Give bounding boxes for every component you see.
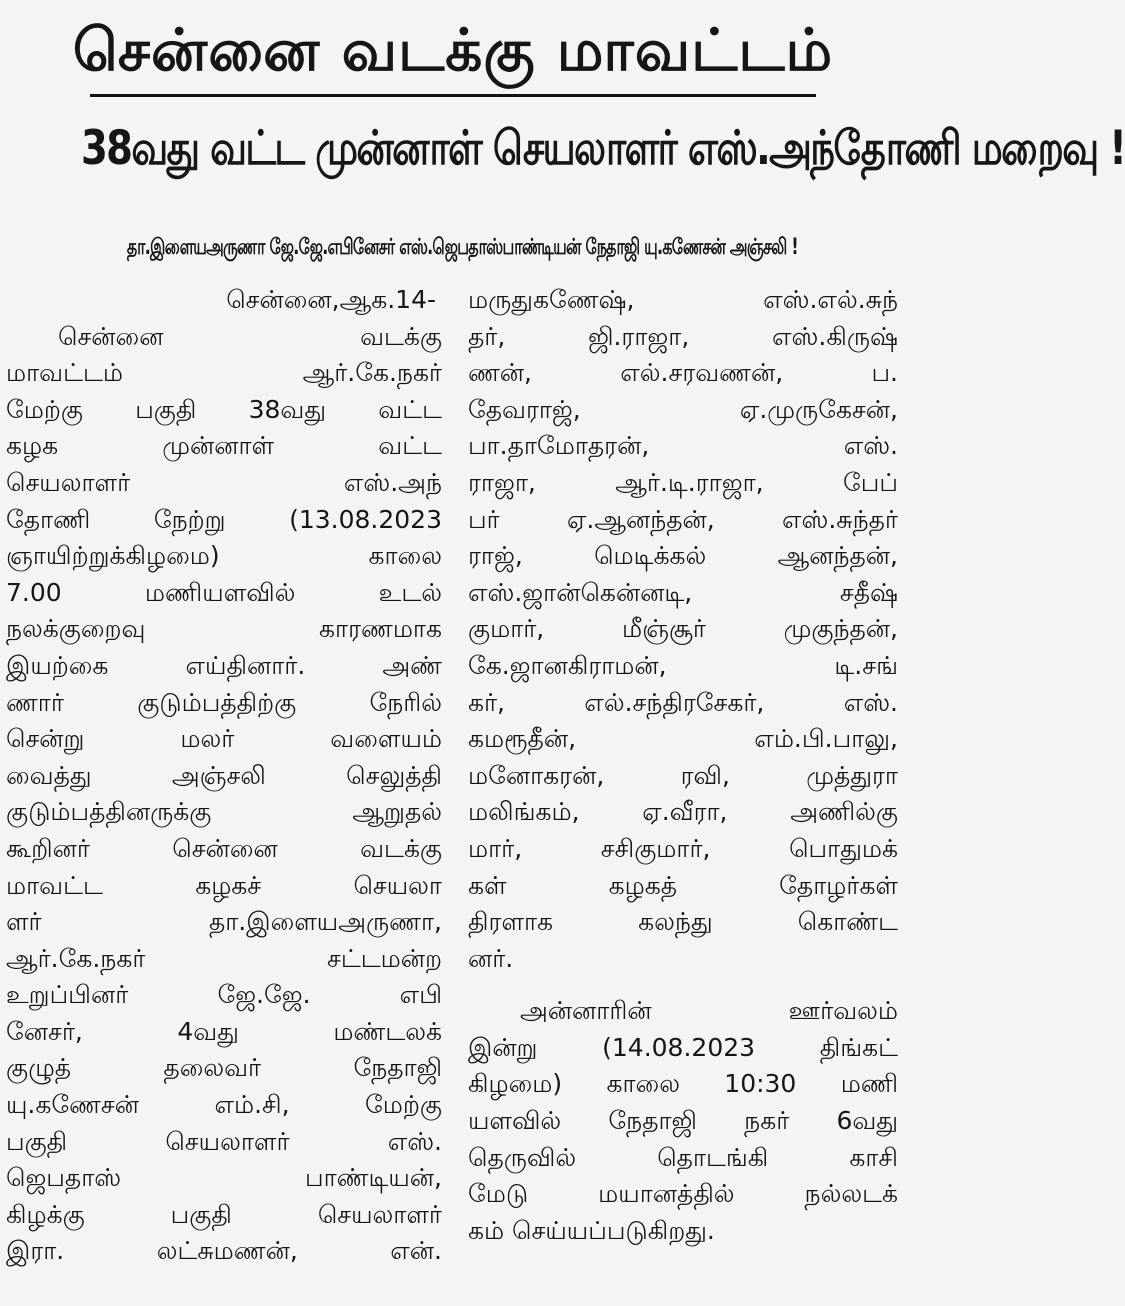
article-line: கமரூதீன், எம்.பி.பாலு, <box>468 724 898 754</box>
article-line: கழக முன்னாள் வட்ட <box>6 431 442 461</box>
article-line: கே.ஜானகிராமன், டி.சங் <box>468 650 898 680</box>
article-line: கம் செய்யப்படுகிறது. <box>468 1215 715 1245</box>
article-line: எஸ்.ஜான்கென்னடி, சதீஷ் <box>468 577 898 607</box>
headline-rule <box>90 94 816 97</box>
dateline: சென்னை,ஆக.14- <box>226 285 436 314</box>
article-line: அன்னாரின் ஊர்வலம் <box>520 996 898 1026</box>
article-line: ணார் குடும்பத்திற்கு நேரில் <box>6 687 442 717</box>
article-line: கிழமை) காலை 10:30 மணி <box>468 1069 898 1099</box>
article-line: இன்று (14.08.2023 திங்கட் <box>468 1032 898 1062</box>
article-line: ஜெபதாஸ் பாண்டியன், <box>6 1163 442 1193</box>
article-line: கர், எல்.சந்திரசேகர், எஸ். <box>468 687 898 717</box>
article-line: 7.00 மணியளவில் உடல் <box>6 577 442 607</box>
article-line: மேற்கு பகுதி 38வது வட்ட <box>6 394 442 424</box>
article-line: இயற்கை எய்தினார். அண் <box>6 650 442 680</box>
article-line: திரளாக கலந்து கொண்ட <box>468 907 898 937</box>
article-line: சென்று மலர் வளையம் <box>6 724 442 754</box>
article-line: ராஜ், மெடிக்கல் ஆனந்தன், <box>468 541 898 571</box>
article-line: மருதுகணேஷ், எஸ்.எல்.சுந் <box>468 285 898 314</box>
article-line: மாவட்ட கழகச் செயலா <box>6 870 442 900</box>
article-line: குழுத் தலைவர் நேதாஜி <box>6 1053 442 1083</box>
article-line: தோணி நேற்று (13.08.2023 <box>6 504 442 534</box>
article-line: ளர் தா.இளையஅருணா, <box>6 907 442 937</box>
article-line: யு.கணேசன் எம்.சி, மேற்கு <box>6 1090 442 1120</box>
article-line: தர், ஜி.ராஜா, எஸ்.கிருஷ் <box>468 321 898 351</box>
article-line: சென்னை வடக்கு <box>58 321 442 351</box>
paragraph-gap <box>468 977 898 993</box>
article-line: கிழக்கு பகுதி செயலாளர் <box>6 1199 442 1229</box>
article-line: னேசர், 4வது மண்டலக் <box>6 1016 442 1046</box>
article-line: கள் கழகத் தோழர்கள் <box>468 870 898 900</box>
article-line: இரா. லட்சுமணன், என். <box>6 1236 442 1266</box>
article-line: பா.தாமோதரன், எஸ். <box>468 431 898 461</box>
article-line: னர். <box>468 943 514 973</box>
article-line: கூறினர் சென்னை வடக்கு <box>6 833 442 863</box>
subheadline: தா.இளையஅருணா ஜே.ஜே.எபினேசர் எஸ்.ஜெபதாஸ்பாண்டியன் நேதாஜி யு.கணேசன் அஞ்சலி ! <box>126 235 798 260</box>
article-line: தெருவில் தொடங்கி காசி <box>468 1142 898 1172</box>
article-line: குடும்பத்தினருக்கு ஆறுதல் <box>6 797 442 827</box>
article-line: மனோகரன், ரவி, முத்துரா <box>468 760 898 790</box>
article-line: ஞாயிற்றுக்கிழமை) காலை <box>6 541 442 571</box>
article-line: தேவராஜ், ஏ.முருகேசன், <box>468 394 898 424</box>
article-line: பர் ஏ.ஆனந்தன், எஸ்.சுந்தர் <box>468 504 898 534</box>
article-line: மார், சசிகுமார், பொதுமக் <box>468 833 898 863</box>
article-line: ராஜா, ஆர்.டி.ராஜா, பேப் <box>468 467 898 497</box>
headline: 38வது வட்ட முன்னாள் செயலாளர் எஸ்.அந்தோணி மறைவு ! <box>81 121 1125 176</box>
article-line: உறுப்பினர் ஜே.ஜே. எபி <box>6 980 442 1010</box>
article-column-right <box>468 282 898 1249</box>
article-line: குமார், மீஞ்சூர் முகுந்தன், <box>468 614 898 644</box>
article-line: ணன், எல்.சரவணன், ப. <box>468 358 898 388</box>
article-line: நலக்குறைவு காரணமாக <box>6 614 442 644</box>
article-line: மலிங்கம், ஏ.வீரா, அணில்கு <box>468 797 898 827</box>
article-column-left <box>6 282 442 1270</box>
article-line: ஆர்.கே.நகர் சட்டமன்ற <box>6 943 442 973</box>
article-line: மேடு மயானத்தில் நல்லடக் <box>468 1179 898 1209</box>
article-line: யளவில் நேதாஜி நகர் 6வது <box>468 1106 898 1136</box>
section-kicker: சென்னை வடக்கு மாவட்டம் <box>72 16 834 84</box>
article-line: பகுதி செயலாளர் எஸ். <box>6 1126 442 1156</box>
article-line: செயலாளர் எஸ்.அந் <box>6 467 442 497</box>
article-line: மாவட்டம் ஆர்.கே.நகர் <box>6 358 442 388</box>
article-line: வைத்து அஞ்சலி செலுத்தி <box>6 760 442 790</box>
